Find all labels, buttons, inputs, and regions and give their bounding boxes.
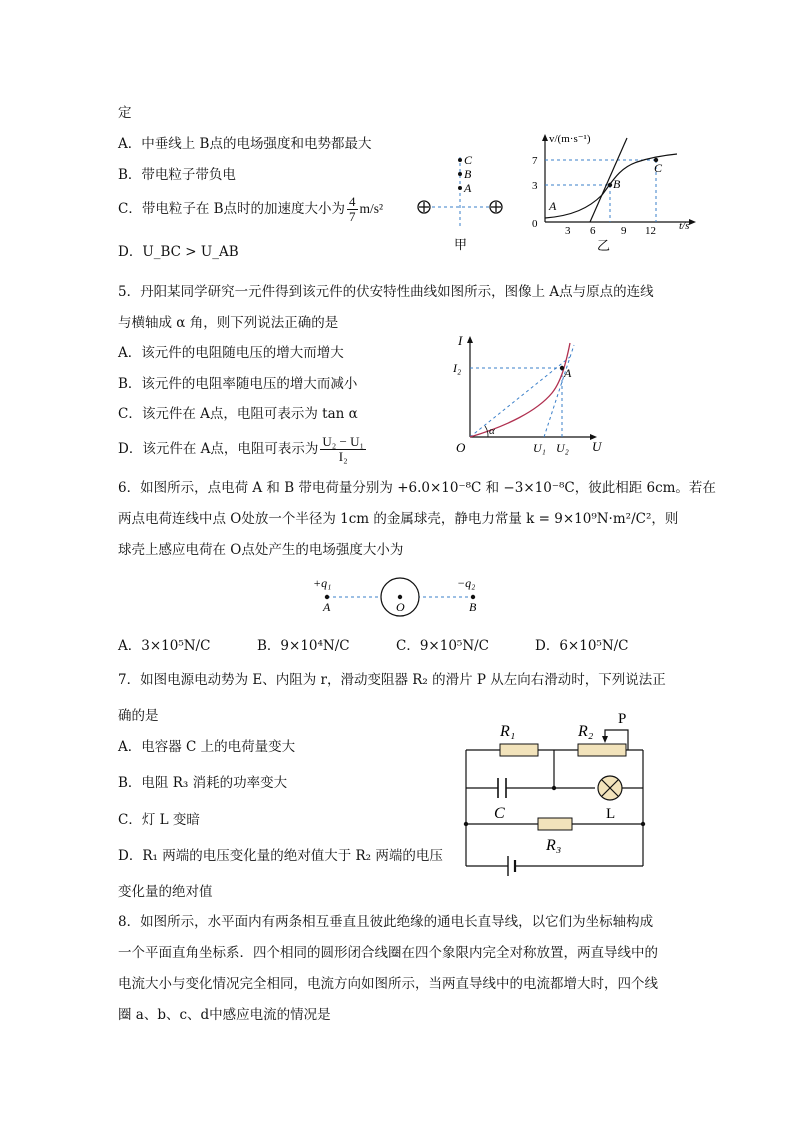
i2-label: I₂ — [453, 361, 462, 375]
caption-jia: 甲 — [454, 237, 468, 252]
q4-option-d: D．U_BC > U_AB — [118, 244, 239, 260]
point-a-label: A — [549, 199, 557, 213]
fragment-text: 定 — [118, 105, 132, 121]
q4-option-b: B．带电粒子带负电 — [118, 167, 236, 183]
q1-label: +q₁ — [313, 576, 332, 590]
b-label: B — [469, 600, 477, 614]
u2-label: U₂ — [556, 441, 569, 455]
point-b-dot — [608, 183, 612, 187]
c-label: C — [494, 805, 505, 822]
q7-option-d-continued: 变化量的绝对值 — [118, 884, 213, 900]
q5-option-c: C．该元件在 A点，电阻可表示为 tan α — [118, 406, 358, 422]
q6-stem-line3: 球壳上感应电荷在 O点处产生的电场强度大小为 — [118, 542, 404, 558]
label-b: B — [464, 167, 472, 181]
q5-stem-line2: 与横轴成 α 角，则下列说法正确的是 — [118, 315, 339, 331]
figure-circuit — [460, 708, 660, 878]
charge-b-dot — [471, 595, 475, 599]
fraction-denominator: 7 — [349, 209, 356, 224]
figure-jia — [410, 145, 510, 255]
fraction-numerator: 4 — [349, 194, 356, 209]
q7-option-a: A．电容器 C 上的电荷量变大 — [118, 739, 296, 755]
u-axis-label: U — [592, 439, 602, 454]
q4-option-c-text: C．带电粒子在 B点时的加速度大小为 — [118, 201, 346, 217]
q4-unit: m/s² — [359, 201, 384, 216]
figure-yi-vt-graph — [527, 130, 707, 255]
q6-stem-line2: 两点电荷连线中点 O处放一个半径为 1cm 的金属球壳，静电力常量 k = 9×10⁹N·m²/C²，则 — [118, 511, 679, 527]
xtick-6: 6 — [590, 225, 596, 237]
rheostat-r2 — [578, 744, 626, 756]
a-label: A — [323, 600, 331, 614]
q6-option-a: A．3×10⁵N/C — [118, 638, 211, 654]
xtick-9: 9 — [621, 225, 627, 237]
x-axis-arrow-icon — [689, 219, 696, 225]
slider-p-arrow-icon — [602, 736, 608, 743]
q5-option-d-text: D．该元件在 A点，电阻可表示为 — [118, 441, 319, 457]
o-label: O — [396, 600, 405, 614]
r2-label: R₂ — [578, 723, 594, 740]
label-a: A — [464, 181, 472, 195]
point-c-label: C — [654, 161, 663, 175]
q6-option-b: B．9×10⁴N/C — [257, 638, 350, 654]
fraction-numerator: U₂ − U₁ — [322, 434, 365, 449]
q7-option-c: C．灯 L 变暗 — [118, 812, 200, 828]
q5-option-b: B．该元件的电阻率随电压的增大而减小 — [118, 376, 358, 392]
q5-option-a: A．该元件的电阻随电压的增大而增大 — [118, 345, 344, 361]
q2-label: −q₂ — [457, 576, 476, 590]
q5-fraction — [320, 435, 366, 464]
q6-stem-line1: 6．如图所示，点电荷 A 和 B 带电荷量分别为 +6.0×10⁻⁸C 和 −3×10⁻⁸C，彼此相距 6cm。若在 — [118, 480, 716, 496]
label-c: C — [464, 153, 473, 167]
ytick-0: 0 — [532, 218, 538, 230]
i-axis-arrow-icon — [467, 336, 473, 343]
point-a-dot — [458, 186, 462, 190]
i-axis-label: I — [458, 333, 463, 348]
q7-option-d: D．R₁ 两端的电压变化量的绝对值大于 R₂ 两端的电压 — [118, 848, 443, 864]
q8-line1: 8．如图所示，水平面内有两条相互垂直且彼此绝缘的通电长直导线，以它们为坐标轴构成 — [118, 914, 654, 930]
point-a-label: A — [564, 366, 572, 380]
resistor-r1 — [500, 744, 538, 756]
x-axis-label: t/s — [679, 220, 690, 232]
l-label: L — [606, 806, 616, 822]
origin-to-a-line — [470, 357, 570, 437]
q4-fraction — [347, 195, 358, 224]
charge-a-dot — [325, 595, 329, 599]
resistor-r3 — [538, 818, 572, 830]
ytick-7: 7 — [532, 155, 538, 167]
q8-line2: 一个平面直角坐标系．四个相同的圆形闭合线圈在四个象限内完全对称放置，两直导线中的 — [118, 945, 658, 961]
q7-option-b: B．电阻 R₃ 消耗的功率变大 — [118, 775, 288, 791]
q5-stem-line1: 5．丹阳某同学研究一元件得到该元件的伏安特性曲线如图所示，图像上 A点与原点的连线 — [118, 284, 654, 300]
tangent-line — [544, 345, 574, 437]
q6-option-c: C．9×10⁵N/C — [396, 638, 490, 654]
xtick-12: 12 — [645, 225, 656, 237]
point-c-dot — [458, 158, 462, 162]
q5-option-d — [118, 432, 368, 466]
y-axis-arrow-icon — [542, 134, 548, 141]
q4-option-c — [118, 195, 383, 224]
r3-label: R₃ — [546, 837, 562, 854]
point-b-dot — [458, 172, 462, 176]
slider-p-label: P — [618, 711, 627, 727]
alpha-label: α — [489, 425, 495, 437]
caption-yi: 乙 — [597, 238, 611, 253]
q7-stem-line2: 确的是 — [118, 708, 159, 724]
r1-label: R₁ — [500, 723, 516, 740]
q8-line4: 圈 a、b、c、d中感应电流的情况是 — [118, 1007, 331, 1023]
xtick-3: 3 — [565, 225, 571, 237]
figure-iv-curve — [452, 333, 612, 458]
u1-label: U₁ — [533, 441, 546, 455]
y-axis-label: v/(m·s⁻¹) — [549, 133, 591, 145]
q6-option-d: D．6×10⁵N/C — [535, 638, 629, 654]
ytick-3: 3 — [532, 180, 538, 192]
q4-option-a: A．中垂线上 B点的电场强度和电势都最大 — [118, 136, 372, 152]
fraction-denominator: I₂ — [338, 449, 348, 464]
q8-line3: 电流大小与变化情况完全相同，电流方向如图所示，当两直导线中的电流都增大时，四个线 — [118, 976, 658, 992]
figure-q6-charges — [305, 573, 505, 623]
point-b-label: B — [613, 177, 621, 191]
origin-label: O — [456, 440, 466, 455]
center-o-dot — [398, 595, 402, 599]
iv-curve — [470, 343, 570, 437]
q7-stem-line1: 7．如图电源电动势为 E、内阻为 r，滑动变阻器 R₂ 的滑片 P 从左向右滑动时，下列说法正 — [118, 672, 666, 688]
tangent-line — [590, 138, 627, 222]
